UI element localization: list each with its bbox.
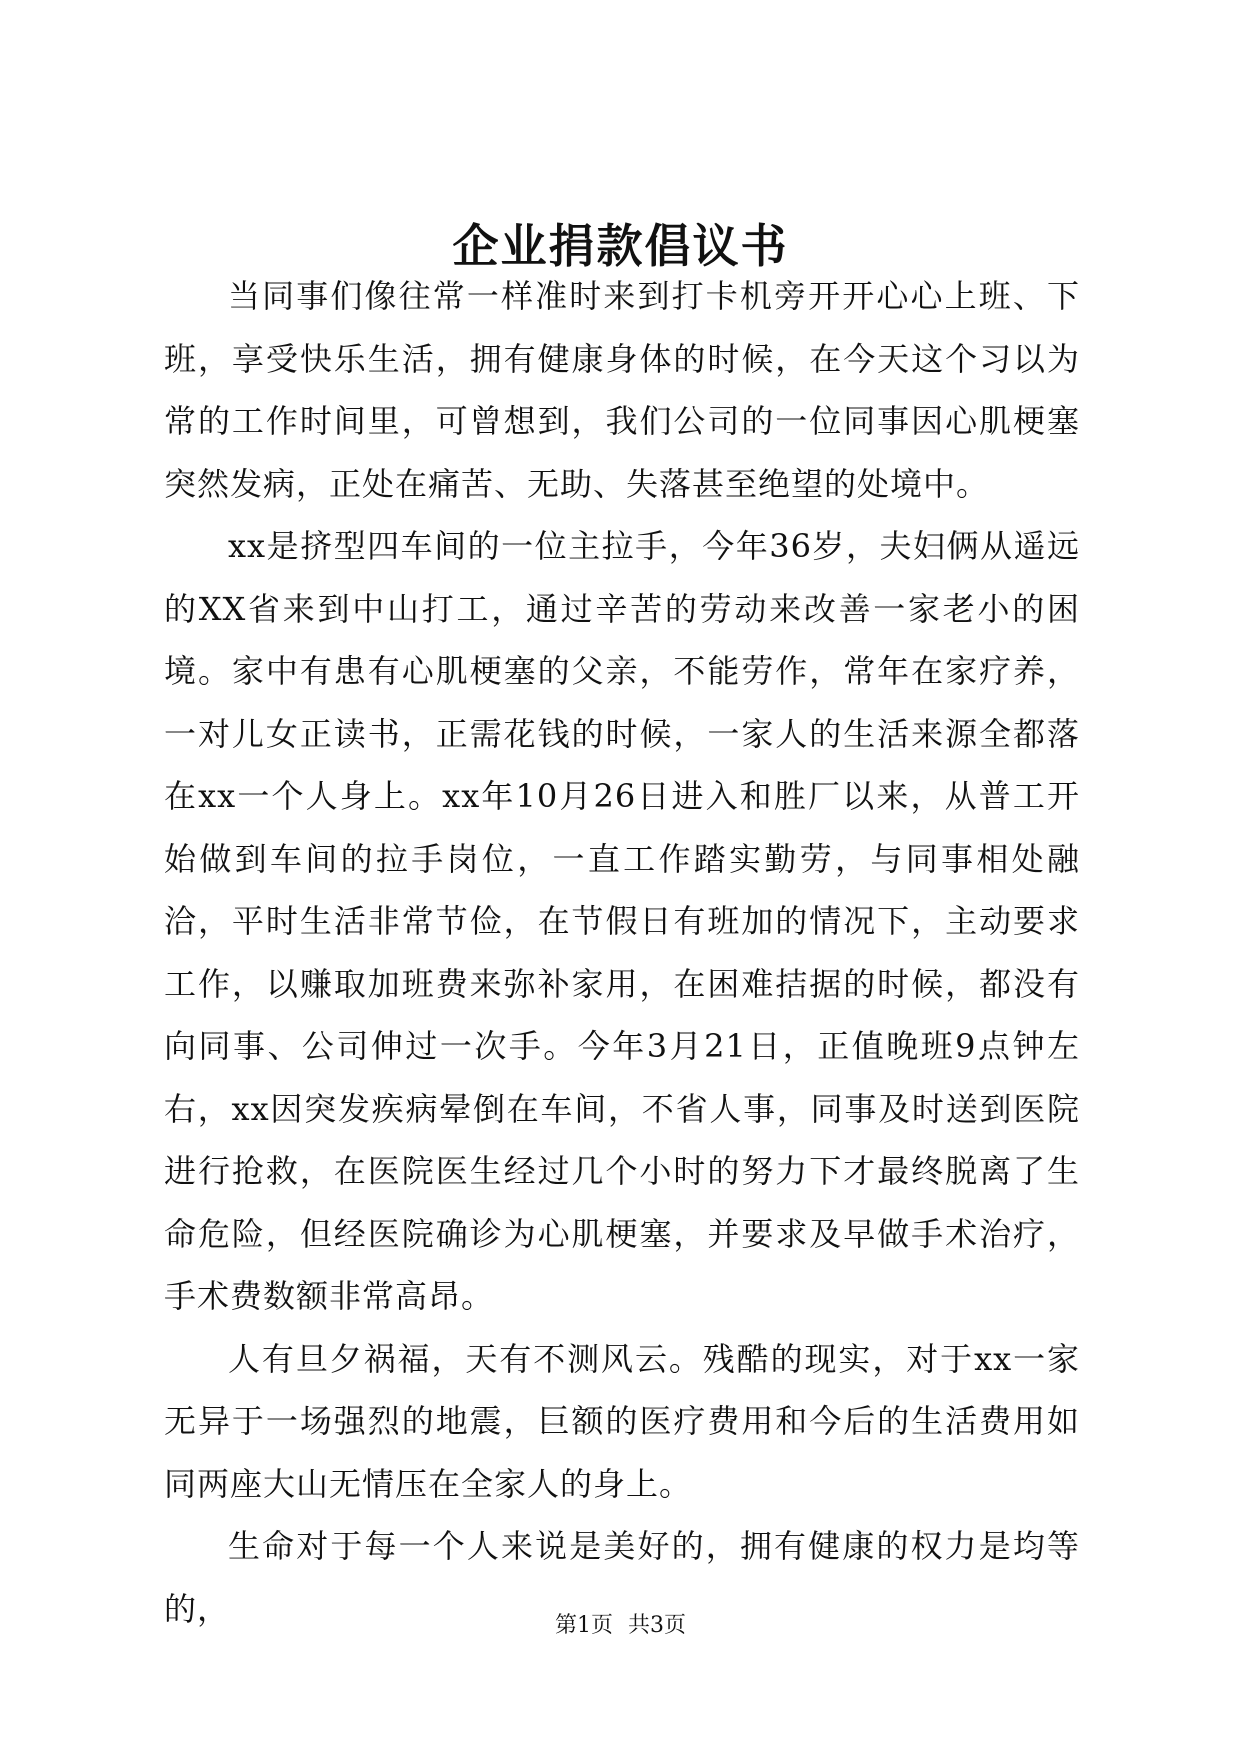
paragraph-1: 当同事们像往常一样准时来到打卡机旁开开心心上班、下班，享受快乐生活，拥有健康身体的时候，在今天这个习以为常的工作时间里，可曾想到，我们公司的一位同事因心肌梗塞突然发病，正处在痛苦、无助、失落甚至绝望的处境中。 [164, 277, 1080, 503]
page-number: 第1页 [555, 1613, 613, 1638]
document-title: 企业捐款倡议书 [452, 219, 789, 273]
paragraph-3: 人有旦夕祸福，天有不测风云。残酷的现实，对于xx一家无异于一场强烈的地震，巨额的医疗费用和今后的生活费用如同两座大山无情压在全家人的身上。 [164, 1339, 1080, 1503]
page-footer [0, 1611, 1241, 1641]
paragraph-4: 生命对于每一个人来说是美好的，拥有健康的权力是均等的， [164, 1527, 1080, 1628]
paragraph-2: xx是挤型四车间的一位主拉手，今年36岁，夫妇俩从遥远的XX省来到中山打工，通过辛苦的劳动来改善一家老小的困境。家中有患有心肌梗塞的父亲，不能劳作，常年在家疗养，一对儿女正读书，正需花钱的时候，一家人的生活来源全都落在xx一个人身上。xx年10月26日进入和胜厂以来，从普工开始做到车间的拉手岗位，一直工作踏实勤劳，与同事相处融洽，平时生活非常节俭，在节假日有班加的情况下，主动要求工作，以赚取加班费来弥补家用，在困难拮据的时候，都没有向同事、公司伸过一次手。今年3月21日，正值晚班9点钟左右，xx因突发疾病晕倒在车间，不省人事，同事及时送到医院进行抢救，在医院医生经过几个小时的努力下才最终脱离了生命危险，但经医院确诊为心肌梗塞，并要求及早做手术治疗，手术费数额非常高昂。 [164, 527, 1080, 1315]
page-total: 共3页 [628, 1613, 686, 1638]
document-body [164, 265, 1080, 1640]
